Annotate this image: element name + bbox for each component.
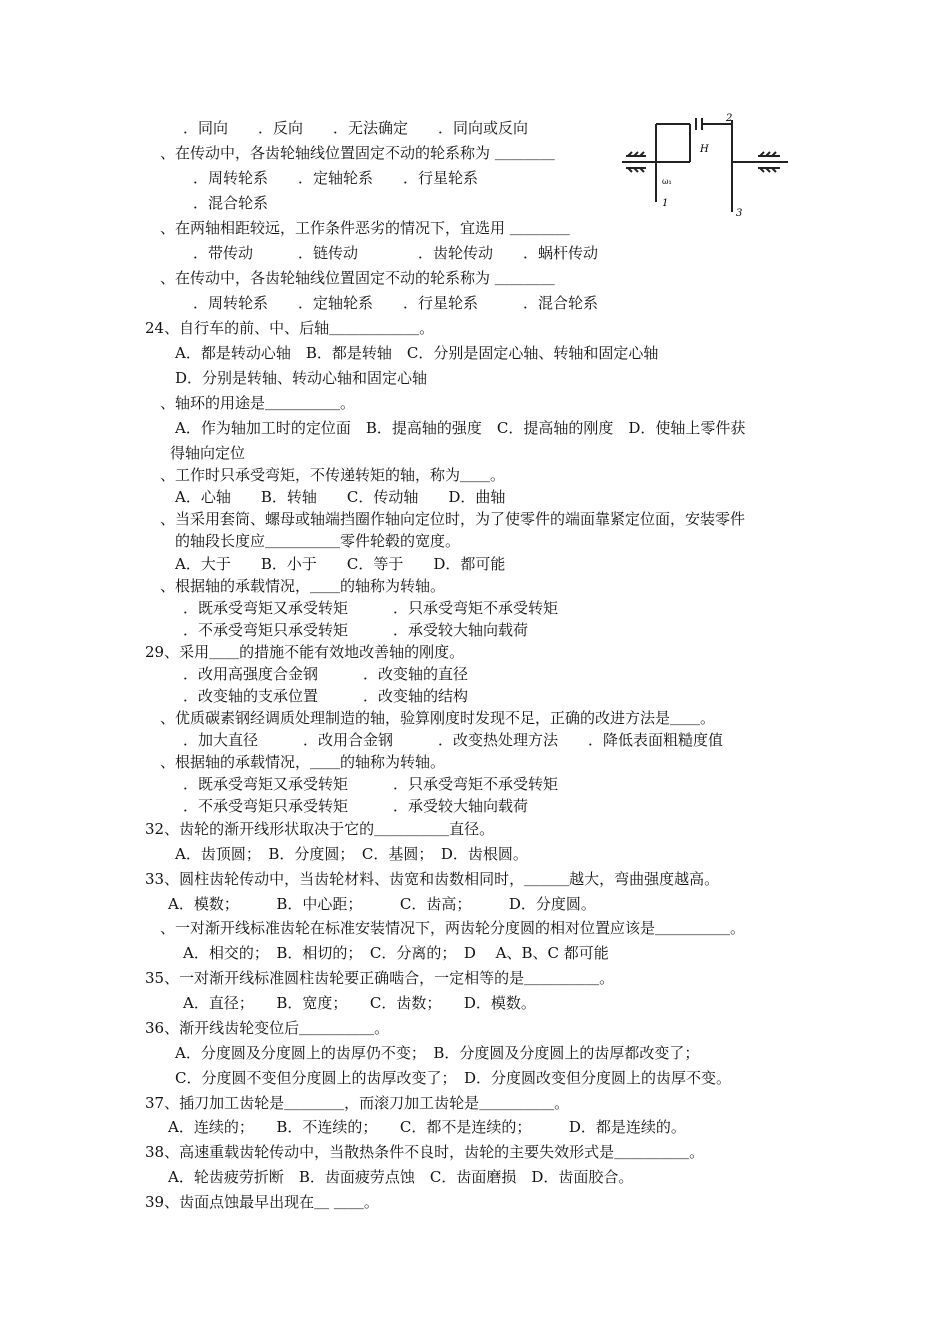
text-line: 36、渐开线齿轮变位后＿＿＿＿＿。 [145,1019,390,1037]
text-line: 、在两轴相距较远，工作条件恶劣的情况下，宜选用 ＿＿＿＿ [160,219,570,237]
text-line: C．分度圆不变但分度圆上的齿厚改变了； D．分度圆改变但分度圆上的齿厚不变。 [175,1069,732,1087]
text-line: 、在传动中，各齿轮轴线位置固定不动的轮系称为 ＿＿＿＿ [160,269,555,287]
text-line: A．心轴 B．转轴 C．传动轴 D．曲轴 [175,488,506,506]
text-line: ．周转轮系 ．定轴轮系 ．行星轮系 [193,169,479,187]
text-line: D．分别是转轴、转动心轴和固定心轴 [175,369,428,387]
text-line: 38、高速重载齿轮传动中，当散热条件不良时，齿轮的主要失效形式是＿＿＿＿＿。 [145,1143,705,1161]
text-line: ．既承受弯矩又承受转矩 ．只承受弯矩不承受转矩 [183,599,559,617]
text-line: 、工作时只承受弯矩，不传递转矩的轴，称为＿＿。 [160,466,506,484]
text-line: 、在传动中，各齿轮轴线位置固定不动的轮系称为 ＿＿＿＿ [160,144,555,162]
text-line: 、一对渐开线标准齿轮在标准安装情况下，两齿轮分度圆的相对位置应该是＿＿＿＿＿。 [160,919,746,937]
text-line: ．带传动 ．链传动 ．齿轮传动 ．蜗杆传动 [193,244,599,262]
label-carrier-h: H [700,144,709,155]
text-line: A．直径； B．宽度； C．齿数； D．模数。 [183,994,536,1012]
text-line: A．大于 B．小于 C．等于 D．都可能 [175,555,506,573]
text-line: 、轴环的用途是＿＿＿＿＿。 [160,394,356,412]
text-line: 、根据轴的承载情况，＿＿的轴称为转轴。 [160,577,446,595]
text-line: 35、一对渐开线标准圆柱齿轮要正确啮合，一定相等的是＿＿＿＿＿。 [145,969,615,987]
text-line: 29、采用＿＿的措施不能有效地改善轴的刚度。 [145,643,465,661]
text-line: 的轴段长度应＿＿＿＿＿零件轮毂的宽度。 [175,532,461,550]
text-line: ．同向 ．反向 ．无法确定 ．同向或反向 [183,119,529,137]
text-line: A．连续的； B．不连续的； C．都不是连续的； D．都是连续的。 [168,1118,686,1136]
text-line: 32、齿轮的渐开线形状取决于它的＿＿＿＿＿直径。 [145,820,495,838]
text-line: ．周转轮系 ．定轴轮系 ．行星轮系 ．混合轮系 [193,294,599,312]
text-line: A．轮齿疲劳折断 B．齿面疲劳点蚀 C．齿面磨损 D．齿面胶合。 [168,1168,634,1186]
text-line: ．混合轮系 [193,194,269,212]
text-line: A．模数； B．中心距； C．齿高； D．分度圆。 [168,895,596,913]
text-line: 24、自行车的前、中、后轴＿＿＿＿＿＿。 [145,319,435,337]
text-line: ．不承受弯矩只承受转矩 ．承受较大轴向载荷 [183,621,529,639]
text-line: ．改变轴的支承位置 ．改变轴的结构 [183,687,469,705]
text-line: A．齿顶圆； B．分度圆； C．基圆； D．齿根圆。 [175,845,528,863]
text-line: A．相交的； B．相切的； C．分离的； D A、B、C 都可能 [183,944,609,962]
text-line: 、根据轴的承载情况，＿＿的轴称为转轴。 [160,753,446,771]
text-line: ．既承受弯矩又承受转矩 ．只承受弯矩不承受转矩 [183,775,559,793]
label-gear-3: 3 [736,208,743,219]
text-line: ．不承受弯矩只承受转矩 ．承受较大轴向载荷 [183,797,529,815]
label-omega: ω₁ [662,177,672,186]
text-line: ．改用高强度合金钢 ．改变轴的直径 [183,665,469,683]
text-line: 33、圆柱齿轮传动中，当齿轮材料、齿宽和齿数相同时，＿＿＿越大，弯曲强度越高。 [145,870,720,888]
label-gear-2: 2 [726,113,733,124]
text-line: 、优质碳素钢经调质处理制造的轴，验算刚度时发现不足，正确的改进方法是＿＿。 [160,709,716,727]
planetary-gear-diagram [618,112,798,222]
label-gear-1: 1 [662,198,669,209]
text-line: 、当采用套筒、螺母或轴端挡圈作轴向定位时，为了使零件的端面靠紧定位面，安装零件 [160,510,746,528]
text-line: 37、插刀加工齿轮是＿＿＿＿，而滚刀加工齿轮是＿＿＿＿＿。 [145,1094,570,1112]
text-line: 39、齿面点蚀最早出现在＿ ＿＿。 [145,1193,379,1211]
text-line: A．分度圆及分度圆上的齿厚仍不变； B．分度圆及分度圆上的齿厚都改变了； [175,1044,700,1062]
text-line: ．加大直径 ．改用合金钢 ．改变热处理方法 ．降低表面粗糙度值 [183,731,724,749]
text-line: 得轴向定位 [170,444,246,462]
text-line: A．都是转动心轴 B．都是转轴 C．分别是固定心轴、转轴和固定心轴 [175,344,659,362]
text-line: A．作为轴加工时的定位面 B．提高轴的强度 C．提高轴的刚度 D．使轴上零件获 [175,419,746,437]
